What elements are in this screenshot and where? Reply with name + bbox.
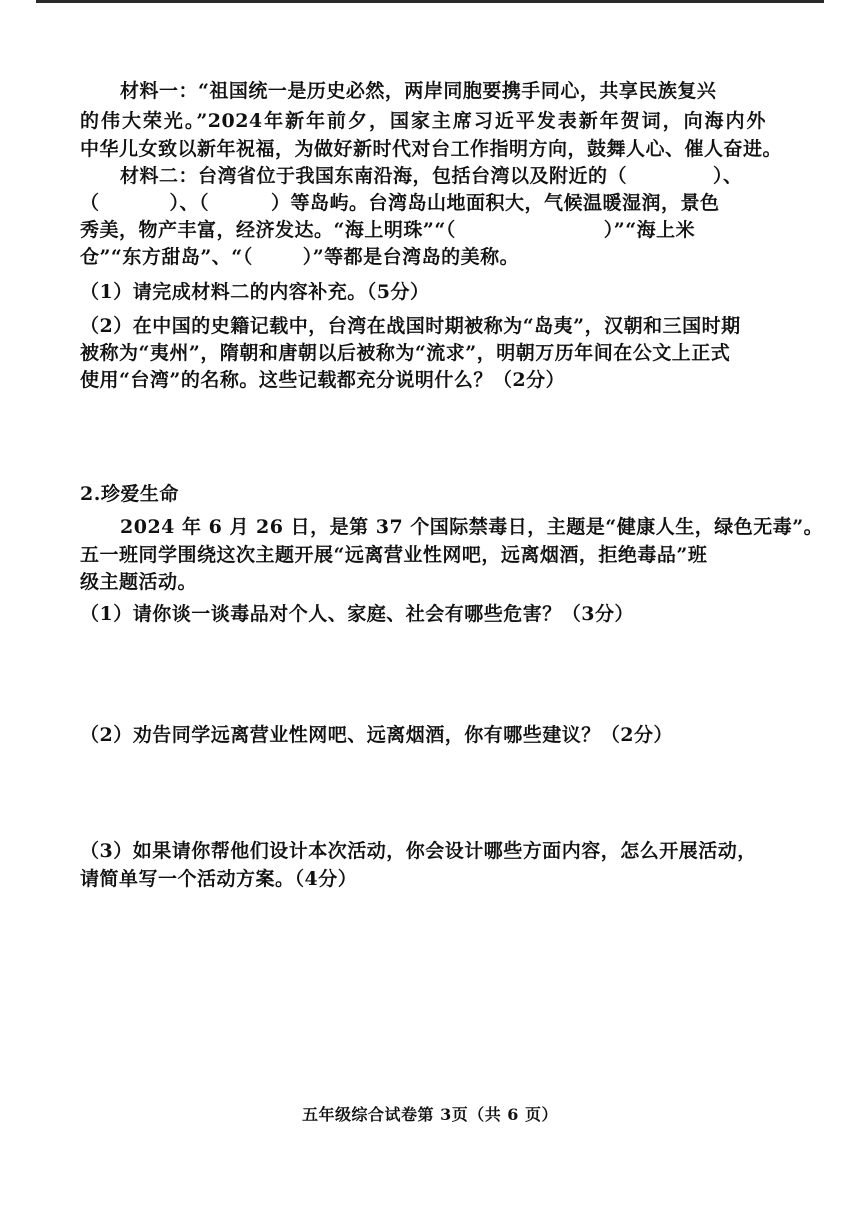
q1-sub2-line2: 被称为“夷州”，隋朝和唐朝以后被称为“流求”，明朝万历年间在公文上正式 (80, 342, 731, 364)
material2-line1 (120, 163, 743, 189)
material1-line3: 中华儿女致以新年祝福，为做好新时代对台工作指明方向，鼓舞人心、催人奋进。 (80, 138, 783, 160)
q2-title: 2.珍爱生命 (80, 483, 179, 505)
material2-text: ）、 (713, 165, 743, 187)
top-border-line (36, 0, 824, 3)
q2-intro-line3: 级主题活动。 (80, 571, 198, 593)
material2-line2 (80, 190, 720, 216)
q2-sub1: （1）请你谈一谈毒品对个人、家庭、社会有哪些危害？（3分） (80, 603, 634, 625)
material1-line1: 材料一：“祖国统一是历史必然，两岸同胞要携手同心，共享民族复兴 (120, 80, 717, 102)
material2-text: ）”等都是台湾岛的美称。 (302, 246, 520, 268)
material2-text: （ (80, 192, 100, 214)
q2-sub3-line2: 请简单写一个活动方案。（4分） (80, 868, 358, 890)
q2-sub3-line1: （3）如果请你帮他们设计本次活动，你会设计哪些方面内容，怎么开展活动， (80, 840, 757, 862)
material2-text: 材料二：台湾省位于我国东南沿海，包括台湾以及附近的（ (120, 165, 628, 187)
q2-intro-line2: 五一班同学围绕这次主题开展“远离营业性网吧，远离烟酒，拒绝毒品”班 (80, 544, 708, 566)
material2-line3 (80, 217, 695, 243)
q1-sub1: （1）请完成材料二的内容补充。（5分） (80, 281, 430, 303)
q2-sub2: （2）劝告同学远离营业性网吧、远离烟酒，你有哪些建议？（2分） (80, 724, 673, 746)
material2-line4 (80, 244, 519, 270)
q1-sub2-line1: （2）在中国的史籍记载中，台湾在战国时期被称为“岛夷”，汉朝和三国时期 (80, 315, 741, 337)
page-footer: 五年级综合试卷第 3页（共 6 页） (302, 1105, 558, 1124)
material2-text: ）”“海上米 (603, 219, 696, 241)
material2-text: 秀美，物产丰富，经济发达。“海上明珠”“（ (80, 219, 456, 241)
material1-line2: 的伟大荣光。”2024年新年前夕，国家主席习近平发表新年贺词，向海内外 (80, 110, 766, 132)
q1-sub2-line3: 使用“台湾”的名称。这些记载都充分说明什么？（2分） (80, 369, 566, 391)
q2-intro-line1: 2024 年 6 月 26 日，是第 37 个国际禁毒日，主题是“健康人生，绿色无毒”。 (120, 516, 824, 538)
material2-text: 仓”“东方甜岛”、“（ (80, 246, 253, 268)
material2-text: ）、（ (169, 192, 210, 214)
material2-text: ）等岛屿。台湾岛山地面积大，气候温暖湿润，景色 (271, 192, 720, 214)
